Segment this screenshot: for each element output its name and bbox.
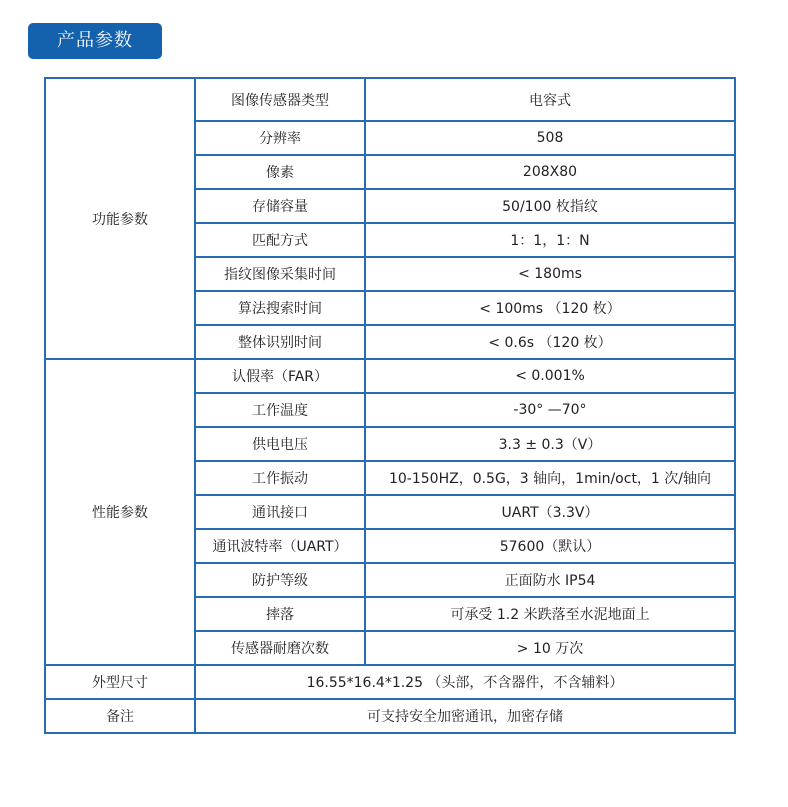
param-value: -30° —70° (365, 393, 735, 427)
param-value: 50/100 枚指纹 (365, 189, 735, 223)
section-title-badge: 产品参数 (28, 23, 162, 59)
param-value: > 10 万次 (365, 631, 735, 665)
group-label-performance: 性能参数 (45, 359, 195, 665)
param-value: 电容式 (365, 78, 735, 121)
table-row (45, 78, 735, 121)
param-name: 摔落 (195, 597, 365, 631)
param-name: 工作振动 (195, 461, 365, 495)
table-row-dimensions (45, 665, 735, 699)
param-name: 算法搜索时间 (195, 291, 365, 325)
param-name: 整体识别时间 (195, 325, 365, 359)
param-name: 指纹图像采集时间 (195, 257, 365, 291)
param-name: 像素 (195, 155, 365, 189)
param-value: < 100ms （120 枚） (365, 291, 735, 325)
param-name: 通讯接口 (195, 495, 365, 529)
param-value: 10-150HZ，0.5G，3 轴向，1min/oct，1 次/轴向 (365, 461, 735, 495)
param-name: 存储容量 (195, 189, 365, 223)
param-value: 可承受 1.2 米跌落至水泥地面上 (365, 597, 735, 631)
param-value: < 180ms (365, 257, 735, 291)
param-name: 工作温度 (195, 393, 365, 427)
footer-value: 16.55*16.4*1.25 （头部，不含器件，不含辅料） (195, 665, 735, 699)
footer-value: 可支持安全加密通讯，加密存储 (195, 699, 735, 733)
param-value: UART（3.3V） (365, 495, 735, 529)
group-label-function: 功能参数 (45, 78, 195, 359)
param-value: 1：1，1：N (365, 223, 735, 257)
param-name: 认假率（FAR） (195, 359, 365, 393)
param-value: < 0.6s （120 枚） (365, 325, 735, 359)
param-name: 分辨率 (195, 121, 365, 155)
table-row (45, 359, 735, 393)
param-value: 508 (365, 121, 735, 155)
table-row-notes (45, 699, 735, 733)
param-name: 供电电压 (195, 427, 365, 461)
param-value: < 0.001% (365, 359, 735, 393)
param-name: 通讯波特率（UART） (195, 529, 365, 563)
param-value: 3.3 ± 0.3（V） (365, 427, 735, 461)
product-spec-table (44, 77, 736, 734)
param-value: 正面防水 IP54 (365, 563, 735, 597)
param-name: 图像传感器类型 (195, 78, 365, 121)
param-value: 208X80 (365, 155, 735, 189)
param-name: 匹配方式 (195, 223, 365, 257)
footer-label: 备注 (45, 699, 195, 733)
param-value: 57600（默认） (365, 529, 735, 563)
param-name: 传感器耐磨次数 (195, 631, 365, 665)
param-name: 防护等级 (195, 563, 365, 597)
footer-label: 外型尺寸 (45, 665, 195, 699)
